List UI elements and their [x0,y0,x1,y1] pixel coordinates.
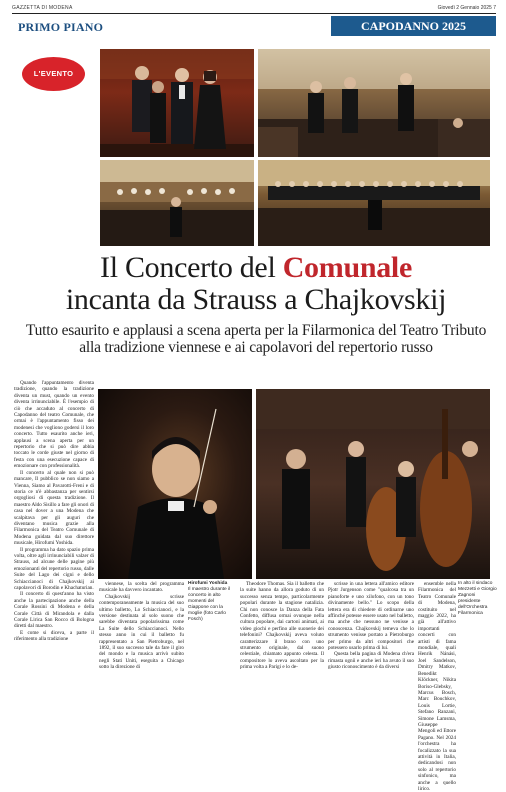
photo-caption-mayor: In alto il sindaco Mezzetti e Giorgio Zagnoni presidente dell'Orchestra Filarmonica [458,581,497,616]
topic-banner: CAPODANNO 2025 [331,16,496,36]
paragraph: Theodore Thomas. Sia il balletto che la suite hanno da allora goduto di un successo senza tempo, particolarmente popolari durante la stagione natalizia. Chi non conosce la Danza della Fata Confetto, diffusa ormai ovunque nella cultura popolare, dai cartoni animati, ai video giochi e perfino alle suonerie dei telefonini? Chajkovskij aveva voluto caratterizzare il brano con uno strumento originale, dal suono celestiale, chiamato appunto celesta. Il compositore lo aveva ascoltato per la prima volta a Parigi e lo de- [240,581,324,671]
photo-orchestra-illustration [100,160,254,246]
photo-orchestra-choir [258,160,490,246]
photo-conductor-orchestra [256,389,490,579]
newspaper-name: GAZZETTA DI MODENA [12,5,73,11]
paragraph: Quando l'appuntamento diventa tradizione, quando la tradizione diventa un must, quando un evento diventa irrinunciabile. È l'esempio di ciò che accaduto al concerto di Capodanno del teatro Comunale, che ormai è l'appuntamento fisso dei modenesi che vogliono godersi il loro concerto. Tutto esaurito anche ieri, applausi a scena aperta per un repertorio che si può dire abbia toccato le corde giuste nel giorno di festa con una esecuzione capace di emozionare con professionalità. [14,380,94,470]
article-column-3 [240,581,324,710]
section-label: PRIMO PIANO [18,20,104,34]
photo-caption-conductor [188,581,236,710]
paragraph: scrisse in una lettera all'amico editore Pjotr Jurgenson come "qualcosa tra un pianoforte e uno xilofono, con un tono divinamente bello." Lo scopo della lettera era di chiedere di ordinarne uno affinché potesse essere usato nel balletto, ma anche che nessuno ne venisse a conoscenza. Chajkovskij temeva che lo strumento venisse portato a Pietroburgo per primo da altri compositori che potessero usarlo prima di lui. [328,581,414,652]
caption-name: Hirofumi Yoshida [188,581,228,586]
paragraph: viennese, la scelta del programma musicale ha davvero incantato. [99,581,184,594]
event-badge: L'EVENTO [22,57,85,91]
article-subheadline: Tutto esaurito e applausi a scena aperta per la Filarmonica del Teatro Tributo alla tradizione viennese e ai capolavori del repertorio russo [25,322,487,356]
paragraph: ensemble nella Filarmonica del Teatro Comunale di Modena, costituito nel maggio 2022, ha già all'attivo importanti concerti con artisti di fama mondiale, quali Henrik Nánási, Joel Sandelson, Dmitry Matkov, Benedikt Klöckner, Nikita Boriso-Glebsky, Marcus Bosch, Marc Bouchkov, Louis Lortie, Stefano Ranzani, Simone Lamsma, Giuseppe Mengoli ed Ettore Pagano. Nel 2024 l'orchestra ha focalizzato la sua attività in Italia, dedicandosi non solo al repertorio sinfonico, ma anche a quello lirico. [418,581,456,792]
page-meta-line [12,3,496,13]
photo-conductor-portrait [98,389,252,579]
photo-conductor-illustration [98,389,252,579]
photo-orchestra-wide [100,160,254,246]
article-headline [18,252,494,316]
caption-text: Il maestro durante il concerto in alto momenti del Giappone con la moglie (foto Carlo Fosch) [188,587,231,622]
headline-highlight: Comunale [282,251,412,284]
headline-part-1: Il Concerto del [100,251,283,284]
photo-orchestra-stage-illustration [256,389,490,579]
headline-part-2: incanta da Strauss a Chajkovskij [65,283,447,316]
photo-stage-greeting [258,49,490,157]
paragraph: Chajkovskij scrisse contemporaneamente la musica del suo ultimo balletto, Lo Schiaccianoci, e la versione destinata al solo suono che sarebbe diventata popolarissima come La Suite dello Schiaccianoci. Nello stesso anno in cui il balletto fu rappresentato a San Pietroburgo, nel 1892, il suo successo tale da fare il giro del mondo e la musica arrivò subito negli Stati Uniti, eseguita a Chicago sotto la direzione di [99,593,184,671]
article-column-1 [14,380,94,710]
paragraph: Il programma ha dato spazio prima volta, oltre agli irrinunciabili valzer di Strauss, ad alcune delle pagine più emozionanti del repertorio russo, dalle Suite del Lago dei cigni e dello Schiaccianoci di Chajkovskij ai capolavori di Borodin e Khachaturian. [14,546,94,591]
article-column-4 [328,581,414,710]
photo-couple-group [100,49,254,157]
paragraph: Il concerto al quale non si può mancare, Il pubblico se non siamo a Vienna, Siamo al Pavarotti-Freni e di storia ce n'è abbastanza per sentirsi orgogliosi di questa tradizione. Il maestro Aldo Sisillo a fare gli onori di casa nel dover a una Modena che scalpitava per gli auguri che diventano musica grazie alla Filarmonica del Teatro Comunale di Modena guidata dal suo direttore musicale, Hirofumi Yoshida. [14,469,94,547]
date-and-page: Giovedì 2 Gennaio 2025 7 [437,5,496,11]
photo-stage-illustration [258,49,490,157]
article-column-2 [99,581,184,710]
photo-choir-illustration [258,160,490,246]
article-column-5 [418,581,456,792]
photo-couple-illustration [100,49,254,157]
section-bar [12,13,496,37]
paragraph: E come si diceva, a parte il riferimento alla tradizione [14,629,94,643]
paragraph: Questa bella pagina di Modena ch'era rimasta ognii e anche ieri ha avuto il suo giusto riconoscimento è da diversi [328,651,414,671]
paragraph: Il concerto di quest'anno ha visto anche la partecipazione anche della Corale Rossini di Modena e della Corale Città di Mirandola e dalla Corale Lirica San Rocco di Bologna diretti dal maestro. [14,591,94,630]
